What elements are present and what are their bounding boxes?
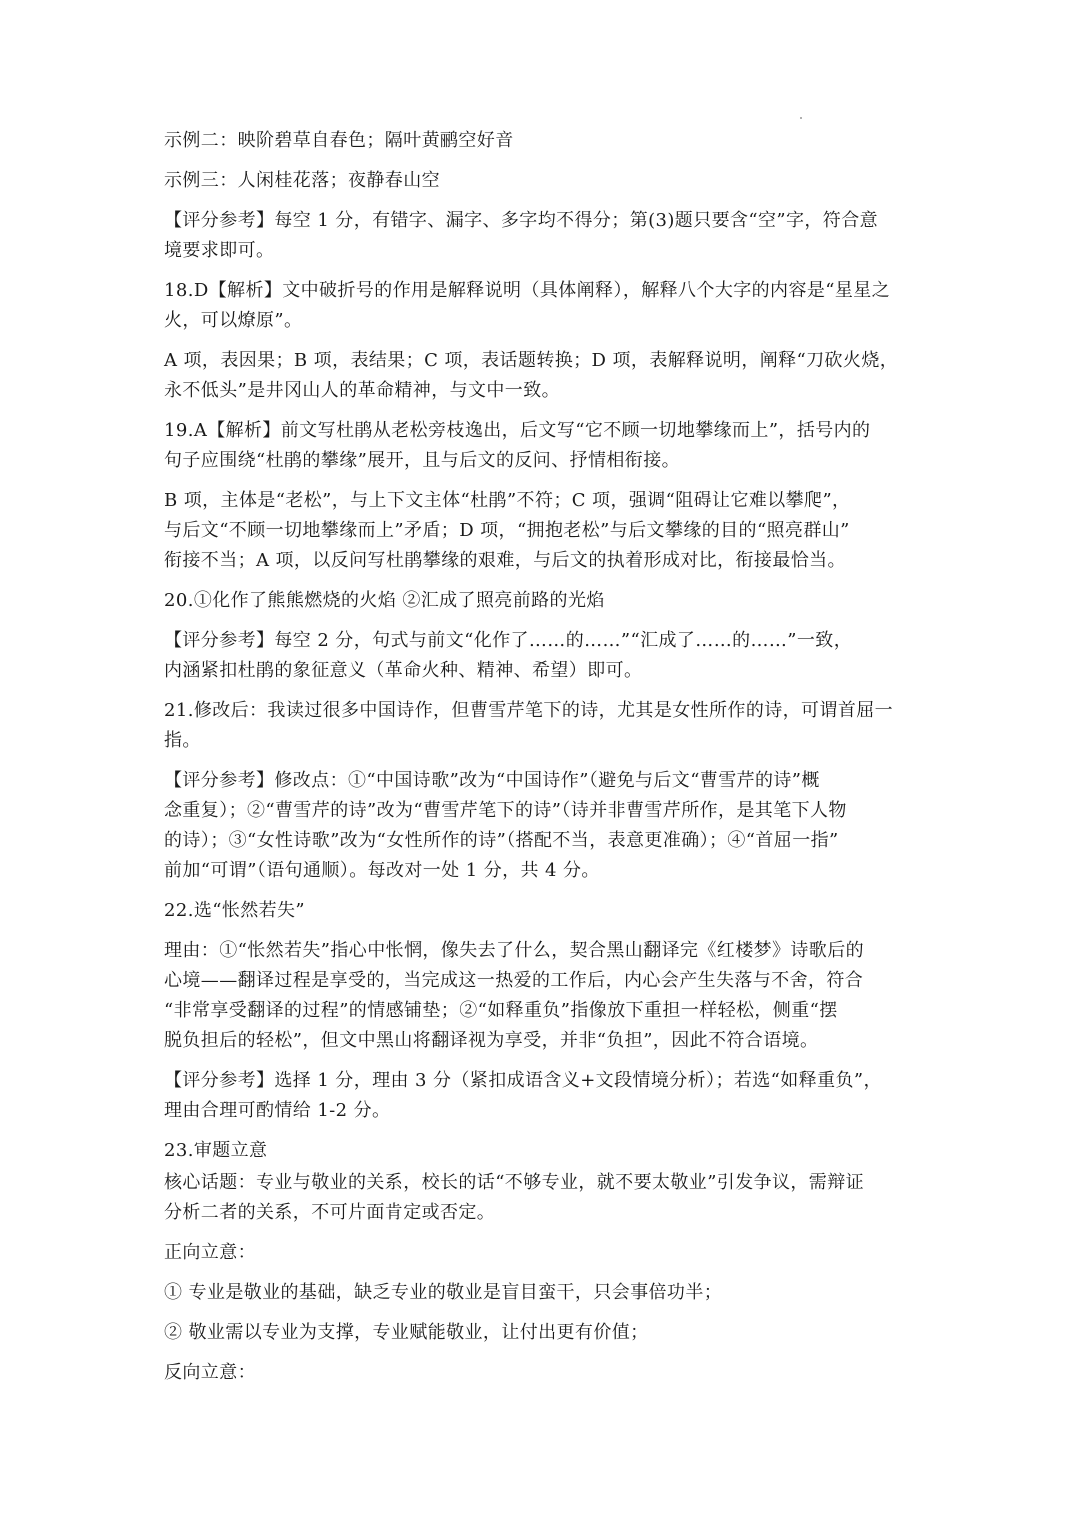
text-line: 脱负担后的轻松”，但文中黑山将翻译视为享受，并非“负担”，因此不符合语境。 [164,1030,819,1051]
grading-note-21 [164,766,920,886]
text-line: 理由合理可酌情给 1-2 分。 [164,1100,391,1121]
text-line: ① 专业是敬业的基础，缺乏专业的敬业是盲目蛮干，只会事倍功半； [164,1282,723,1303]
text-line: 反向立意： [164,1362,256,1383]
negative-theme-heading [164,1358,920,1388]
text-line: 22.选“怅然若失” [164,900,306,921]
answer-document [164,126,920,1398]
heading-23 [164,1136,920,1166]
text-line: 境要求即可。 [164,240,275,261]
answer-21 [164,696,920,756]
answer-19 [164,416,920,476]
text-line: 念重复）；②“曹雪芹的诗”改为“曹雪芹笔下的诗”（诗并非曹雪芹所作，是其笔下人物 [164,800,847,821]
example-two [164,126,920,156]
text-line: 示例二：映阶碧草自春色；隔叶黄鹂空好音 [164,130,514,151]
answer-22 [164,896,920,926]
text-line: 18.D【解析】文中破折号的作用是解释说明（具体阐释），解释八个大字的内容是“星星之 [164,280,891,301]
reason-22 [164,936,920,1056]
text-line: 19.A【解析】前文写杜鹃从老松旁枝逸出，后文写“它不顾一切地攀缘而上”，括号内的 [164,420,871,441]
text-line: 示例三：人闲桂花落；夜静春山空 [164,170,440,191]
text-line: 衔接不当；A 项，以反问写杜鹃攀缘的艰难，与后文的执着形成对比，衔接最恰当。 [164,550,846,571]
text-line: 分析二者的关系，不可片面肯定或否定。 [164,1202,496,1223]
text-line: 永不低头”是井冈山人的革命精神，与文中一致。 [164,380,560,401]
text-line: 前加“可谓”（语句通顺）。每改对一处 1 分，共 4 分。 [164,860,600,881]
grading-note-20 [164,626,920,686]
text-line: 【评分参考】修改点：①“中国诗歌”改为“中国诗作”（避免与后文“曹雪芹的诗”概 [164,770,820,791]
text-line: 火，可以燎原”。 [164,310,303,331]
text-line: 理由：①“怅然若失”指心中怅惘，像失去了什么，契合黑山翻译完《红楼梦》诗歌后的 [164,940,865,961]
text-line: 内涵紧扣杜鹃的象征意义（革命火种、精神、希望）即可。 [164,660,643,681]
text-line: 20.①化作了熊熊燃烧的火焰 ②汇成了照亮前路的光焰 [164,590,605,611]
positive-theme-1 [164,1278,920,1308]
options-19 [164,486,920,576]
text-line: 【评分参考】选择 1 分，理由 3 分（紧扣成语含义+文段情境分析）；若选“如释重负”， [164,1070,882,1091]
text-line: 【评分参考】每空 2 分，句式与前文“化作了……的……”“汇成了……的……”一致， [164,630,853,651]
answer-20 [164,586,920,616]
text-line: 指。 [164,730,201,751]
options-18 [164,346,920,406]
core-topic-23 [164,1168,920,1228]
text-line: 21.修改后：我读过很多中国诗作，但曹雪芹笔下的诗，尤其是女性所作的诗，可谓首屈一 [164,700,894,721]
answer-18 [164,276,920,336]
text-line: 与后文“不顾一切地攀缘而上”矛盾；D 项，“拥抱老松”与后文攀缘的目的“照亮群山” [164,520,850,541]
text-line: 23.审题立意 [164,1140,268,1161]
text-line: 正向立意： [164,1242,256,1263]
text-line: B 项，主体是“老松”，与上下文主体“杜鹃”不符；C 项，强调“阻碍让它难以攀爬”， [164,490,851,511]
text-line: 句子应围绕“杜鹃的攀缘”展开，且与后文的反问、抒情相衔接。 [164,450,681,471]
text-line: 的诗）；③“女性诗歌”改为“女性所作的诗”（搭配不当，表意更准确）；④“首屈一指” [164,830,839,851]
text-line: ② 敬业需以专业为支撑，专业赋能敬业，让付出更有价值； [164,1322,649,1343]
scan-speck [800,117,802,119]
text-line: “非常享受翻译的过程”的情感铺垫；②“如释重负”指像放下重担一样轻松，侧重“摆 [164,1000,838,1021]
text-line: 心境——翻译过程是享受的，当完成这一热爱的工作后，内心会产生失落与不舍，符合 [164,970,864,991]
positive-theme-2 [164,1318,920,1348]
text-line: A 项，表因果；B 项，表结果；C 项，表话题转换；D 项，表解释说明，阐释“刀砍火烧， [164,350,899,371]
text-line: 【评分参考】每空 1 分，有错字、漏字、多字均不得分；第(3)题只要含“空”字，符合意 [164,210,878,231]
text-line: 核心话题：专业与敬业的关系，校长的话“不够专业，就不要太敬业”引发争议，需辩证 [164,1172,865,1193]
grading-note-22 [164,1066,920,1126]
grading-note-17 [164,206,920,266]
example-three [164,166,920,196]
positive-theme-heading [164,1238,920,1268]
